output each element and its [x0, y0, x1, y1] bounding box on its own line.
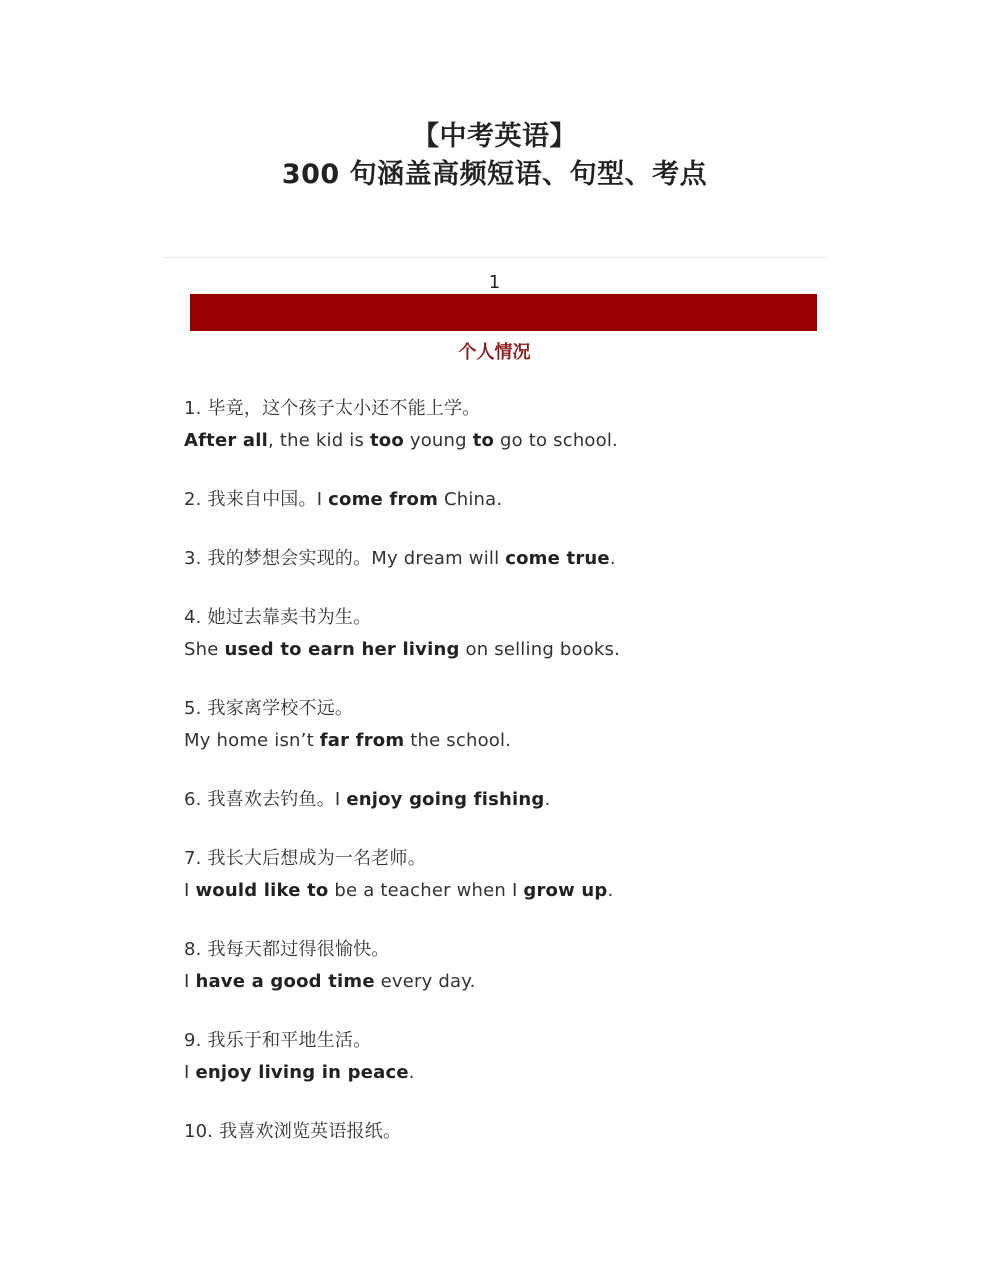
title-line-2: 300 句涵盖高频短语、句型、考点 — [281, 159, 708, 190]
chinese-sentence — [184, 543, 844, 575]
list-item — [184, 484, 844, 516]
document-title — [0, 118, 989, 194]
sentence-text: 4. 她过去靠卖书为生。 — [184, 607, 372, 628]
key-phrase: grow up — [523, 880, 608, 901]
chinese-sentence — [184, 1116, 844, 1148]
list-item — [184, 543, 844, 575]
sentence-text: . — [607, 880, 614, 901]
chinese-sentence — [184, 1025, 844, 1057]
sentence-text: on selling books. — [459, 639, 621, 660]
sentence-text: I — [184, 971, 196, 992]
key-phrase: too — [370, 430, 404, 451]
list-item — [184, 693, 844, 757]
sentence-text: I — [184, 1062, 196, 1083]
sentence-text: go to school. — [494, 430, 618, 451]
sentence-text: . — [609, 548, 616, 569]
sentence-text: My home isn’t — [184, 730, 320, 751]
list-item — [184, 1116, 844, 1148]
key-phrase: come true — [505, 548, 610, 569]
key-phrase: have a good time — [195, 971, 375, 992]
list-item — [184, 602, 844, 666]
english-sentence — [184, 875, 844, 907]
section-number: 1 — [488, 272, 501, 293]
sentence-text: 2. 我来自中国。I — [184, 489, 329, 510]
chinese-sentence — [184, 784, 844, 816]
section-title: 个人情况 — [458, 342, 531, 363]
key-phrase: to — [472, 430, 495, 451]
key-phrase: After all — [184, 430, 269, 451]
list-item — [184, 934, 844, 998]
list-item — [184, 843, 844, 907]
sentence-text: young — [403, 430, 473, 451]
sentence-text: She — [184, 639, 225, 660]
sentence-text: , the kid is — [268, 430, 370, 451]
chinese-sentence — [184, 934, 844, 966]
key-phrase: come from — [328, 489, 439, 510]
key-phrase: enjoy going fishing — [346, 789, 545, 810]
sentence-text: . — [408, 1062, 415, 1083]
english-sentence — [184, 966, 844, 998]
english-sentence — [184, 1057, 844, 1089]
english-sentence — [184, 725, 844, 757]
key-phrase: used to earn her living — [224, 639, 460, 660]
list-item — [184, 784, 844, 816]
sentence-text: I — [184, 880, 196, 901]
chinese-sentence — [184, 693, 844, 725]
english-sentence — [184, 425, 844, 457]
chinese-sentence — [184, 843, 844, 875]
chinese-sentence — [184, 393, 844, 425]
list-item — [184, 393, 844, 457]
chinese-sentence — [184, 484, 844, 516]
sentence-text: 10. 我喜欢浏览英语报纸。 — [184, 1121, 402, 1142]
key-phrase: would like to — [195, 880, 329, 901]
sentence-text: China. — [438, 489, 503, 510]
list-item — [184, 1025, 844, 1089]
divider — [162, 257, 827, 258]
sentence-text: 6. 我喜欢去钓鱼。I — [184, 789, 347, 810]
english-sentence — [184, 634, 844, 666]
sentence-text: 9. 我乐于和平地生活。 — [184, 1030, 372, 1051]
sentence-text: . — [544, 789, 551, 810]
sentence-text: 8. 我每天都过得很愉快。 — [184, 939, 390, 960]
sentence-text: the school. — [404, 730, 512, 751]
sentence-text: 3. 我的梦想会实现的。My dream will — [184, 548, 506, 569]
chinese-sentence — [184, 602, 844, 634]
title-line-1: 【中考英语】 — [412, 121, 577, 152]
sentence-text: 7. 我长大后想成为一名老师。 — [184, 848, 426, 869]
key-phrase: enjoy living in peace — [195, 1062, 409, 1083]
sentence-text: 1. 毕竟，这个孩子太小还不能上学。 — [184, 398, 481, 419]
sentence-text: 5. 我家离学校不远。 — [184, 698, 354, 719]
key-phrase: far from — [319, 730, 405, 751]
sentence-text: be a teacher when I — [328, 880, 524, 901]
sentence-text: every day. — [374, 971, 476, 992]
section-banner — [190, 294, 817, 331]
